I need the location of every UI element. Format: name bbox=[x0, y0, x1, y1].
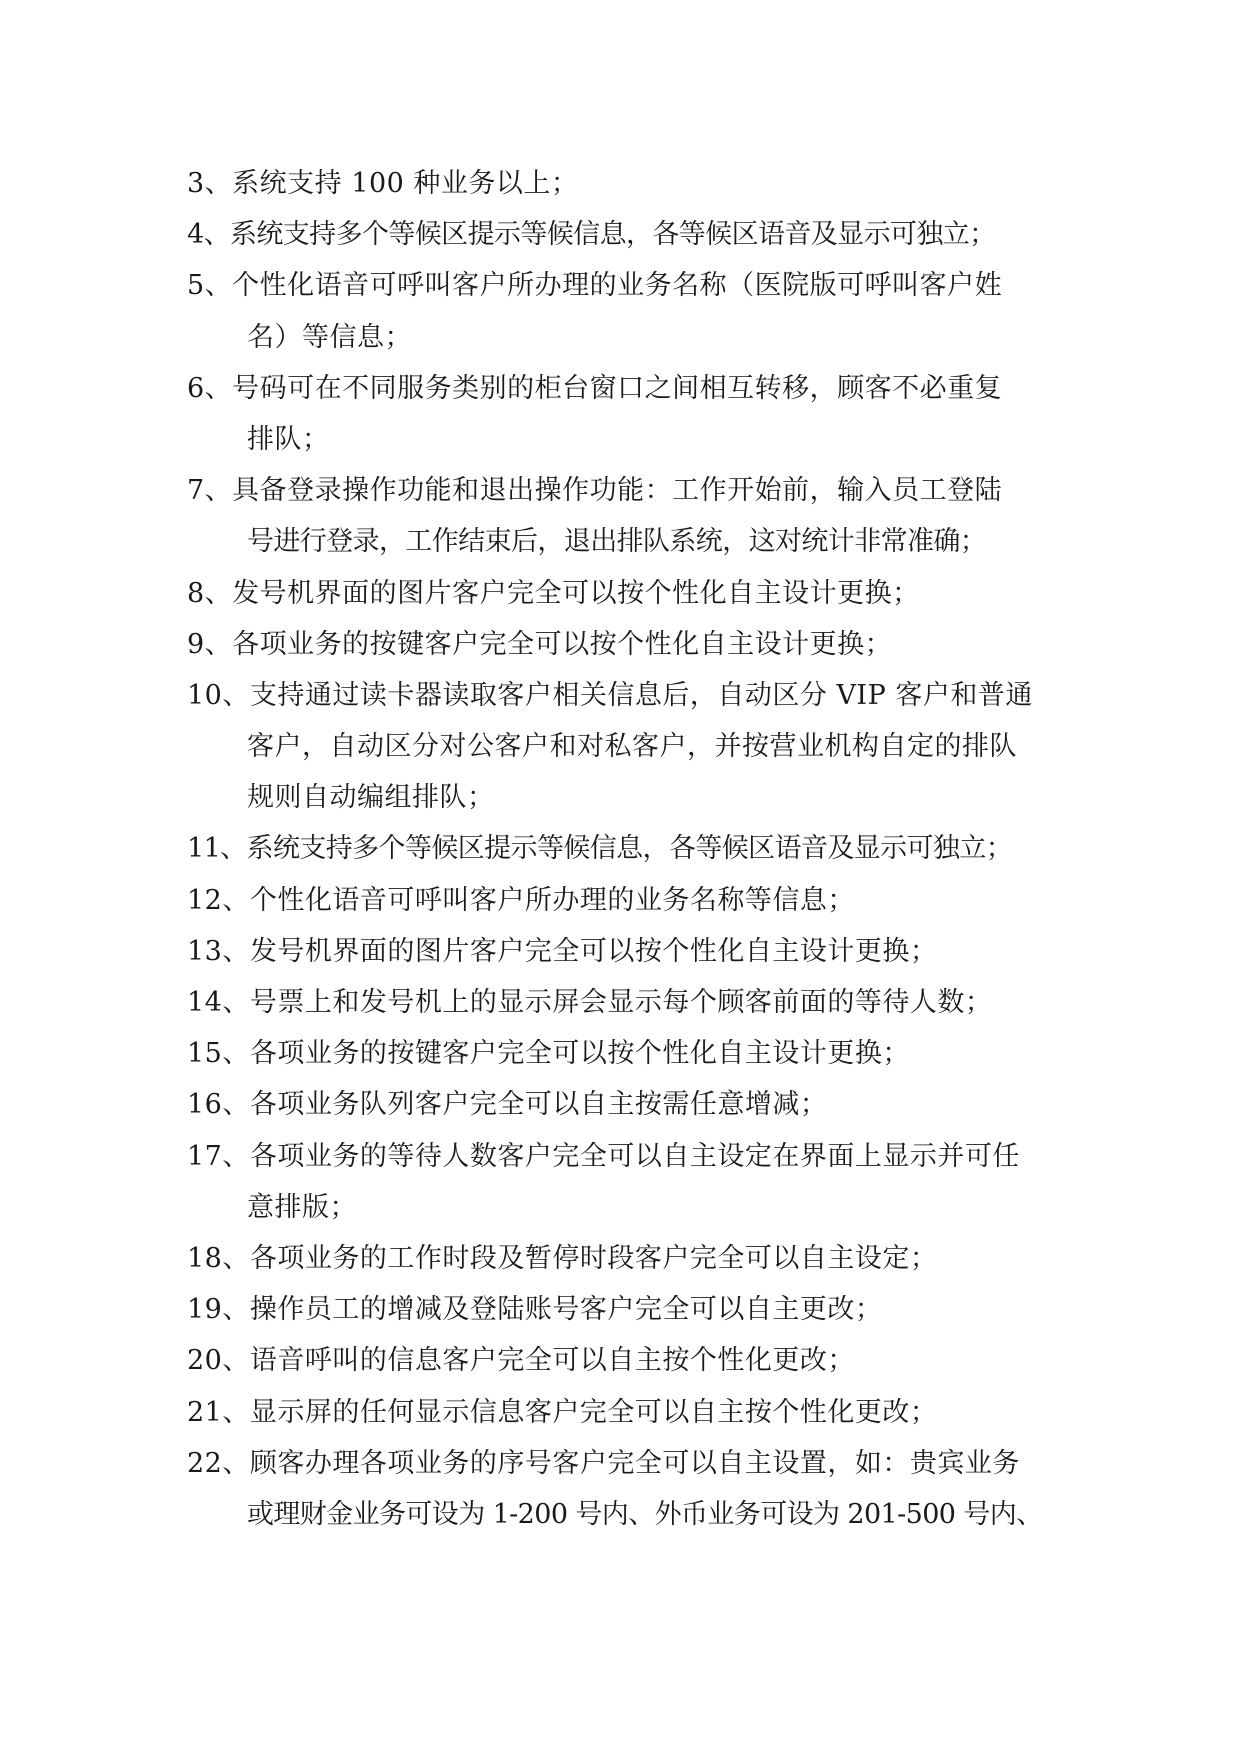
list-item-line: 19、操作员工的增减及登陆账号客户完全可以自主更改； bbox=[187, 1294, 883, 1326]
list-item-line: 15、各项业务的按键客户完全可以按个性化自主设计更换； bbox=[187, 1038, 910, 1070]
list-item bbox=[187, 260, 1067, 362]
list-item bbox=[187, 670, 1067, 824]
list-item-continuation: 规则自动编组排队； bbox=[247, 782, 495, 814]
list-item-line: 17、各项业务的等待人数客户完全可以自主设定在界面上显示并可任 bbox=[187, 1140, 1020, 1172]
list-item-continuation: 名）等信息； bbox=[247, 321, 412, 353]
list-item bbox=[187, 619, 1067, 670]
list-item-continuation: 客户，自动区分对公客户和对私客户，并按营业机构自定的排队 bbox=[247, 731, 1017, 763]
list-item bbox=[187, 1284, 1067, 1335]
list-item-line: 20、语音呼叫的信息客户完全可以自主按个性化更改； bbox=[187, 1345, 855, 1377]
list-item-line: 4、系统支持多个等候区提示等候信息，各等候区语音及显示可独立； bbox=[187, 219, 996, 251]
list-item-line: 3、系统支持 100 种业务以上； bbox=[187, 168, 579, 199]
list-item bbox=[187, 1335, 1067, 1386]
list-item-line: 12、个性化语音可呼叫客户所办理的业务名称等信息； bbox=[187, 884, 855, 916]
list-item bbox=[187, 1079, 1067, 1130]
list-item-line: 11、系统支持多个等候区提示等候信息，各等候区语音及显示可独立； bbox=[187, 833, 1013, 865]
list-item-continuation: 意排版； bbox=[247, 1191, 357, 1223]
list-item bbox=[187, 209, 1067, 260]
list-item-line: 10、支持通过读卡器读取客户相关信息后，自动区分 VIP 客户和普通 bbox=[187, 679, 1033, 711]
list-item bbox=[187, 1387, 1067, 1438]
list-item-continuation: 排队； bbox=[247, 423, 330, 455]
list-item bbox=[187, 568, 1067, 619]
list-item-line: 9、各项业务的按键客户完全可以按个性化自主设计更换； bbox=[187, 628, 893, 660]
list-item bbox=[187, 363, 1067, 465]
list-item bbox=[187, 1131, 1067, 1233]
list-item-line: 7、具备登录操作功能和退出操作功能：工作开始前，输入员工登陆 bbox=[187, 475, 1003, 507]
list-item bbox=[187, 977, 1067, 1028]
list-item bbox=[187, 158, 1067, 209]
list-item-line: 6、号码可在不同服务类别的柜台窗口之间相互转移，顾客不必重复 bbox=[187, 372, 1003, 404]
list-item-continuation: 或理财金业务可设为 1-200 号内、外币业务可设为 201-500 号内、 bbox=[247, 1498, 1043, 1530]
list-item-line: 14、号票上和发号机上的显示屏会显示每个顾客前面的等待人数； bbox=[187, 987, 993, 1018]
list-item-line: 21、显示屏的任何显示信息客户完全可以自主按个性化更改； bbox=[187, 1396, 938, 1428]
list-item bbox=[187, 1233, 1067, 1284]
list-item-line: 13、发号机界面的图片客户完全可以按个性化自主设计更换； bbox=[187, 935, 938, 967]
feature-list bbox=[187, 158, 1067, 1540]
list-item-line: 22、顾客办理各项业务的序号客户完全可以自主设置，如：贵宾业务 bbox=[187, 1447, 1020, 1479]
list-item-line: 18、各项业务的工作时段及暂停时段客户完全可以自主设定； bbox=[187, 1242, 938, 1274]
list-item-continuation: 号进行登录，工作结束后，退出排队系统，这对统计非常准确； bbox=[247, 526, 987, 558]
list-item bbox=[187, 465, 1067, 567]
list-item bbox=[187, 926, 1067, 977]
list-item-line: 16、各项业务队列客户完全可以自主按需任意增减； bbox=[187, 1089, 828, 1121]
list-item bbox=[187, 823, 1067, 874]
list-item-line: 5、个性化语音可呼叫客户所办理的业务名称（医院版可呼叫客户姓 bbox=[187, 270, 1003, 302]
list-item bbox=[187, 1028, 1067, 1079]
list-item-line: 8、发号机界面的图片客户完全可以按个性化自主设计更换； bbox=[187, 577, 920, 609]
list-item bbox=[187, 875, 1067, 926]
list-item bbox=[187, 1438, 1067, 1540]
